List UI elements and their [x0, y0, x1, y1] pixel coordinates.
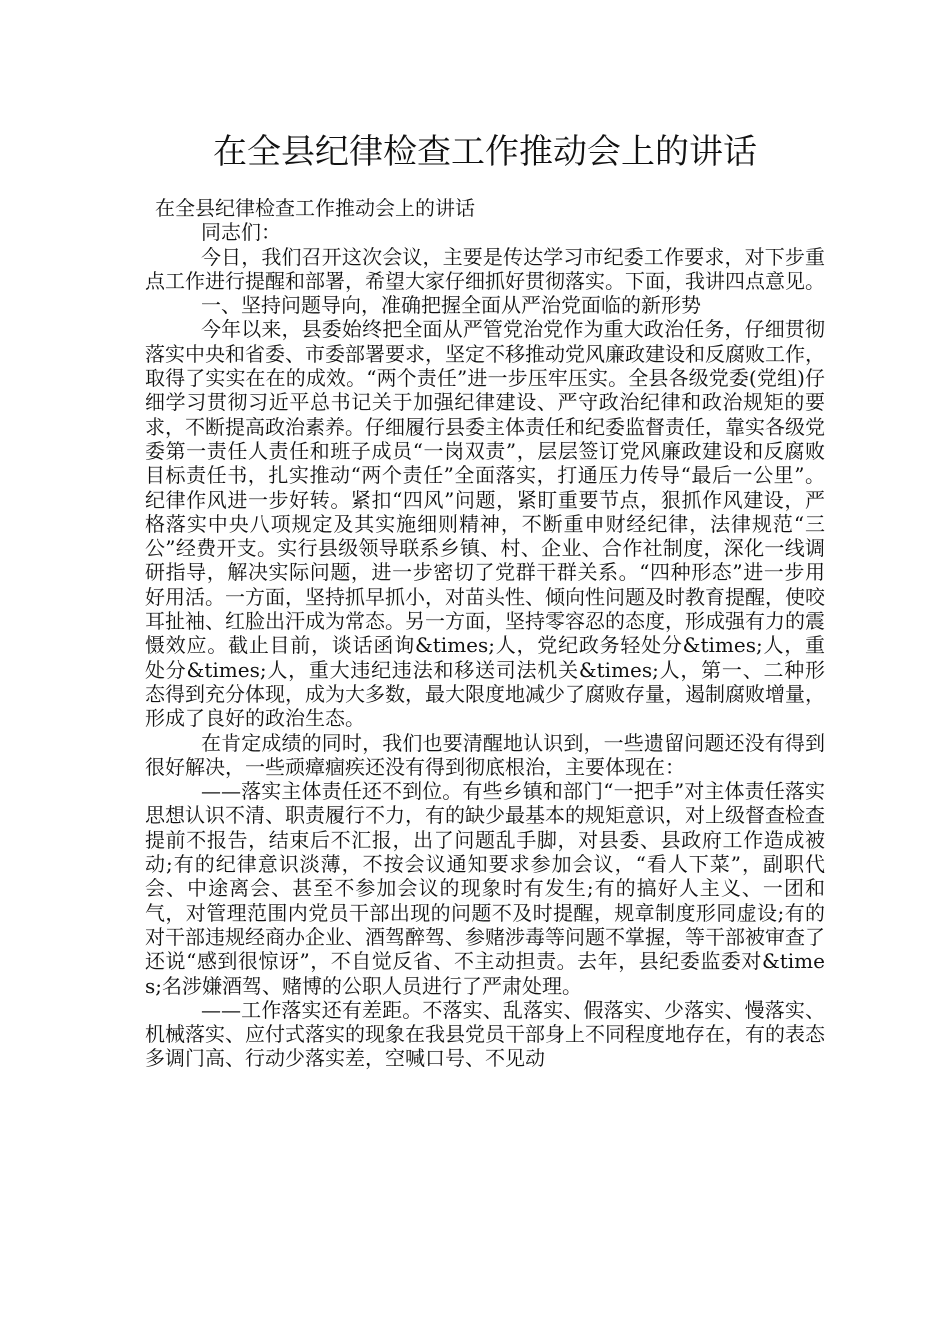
document-title: 在全县纪律检查工作推动会上的讲话: [213, 132, 757, 172]
document-body: [145, 196, 825, 1071]
paragraph-problem-responsibility: ——落实主体责任还不到位。有些乡镇和部门“一把手”对主体责任落实思想认识不清、职责履行不力，有的缺少最基本的规矩意识，对上级督查检查提前不报告，结束后不汇报，出了问题乱手脚，对县委、县政府工作造成被动;有的纪律意识淡薄，不按会议通知要求参加会议，“看人下菜”，副职代会、中途离会、甚至不参加会议的现象时有发生;有的搞好人主义、一团和气，对管理范围内党员干部出现的问题不及时提醒，规章制度形同虚设;有的对干部违规经商办企业、酒驾醉驾、参赌涉毒等问题不掌握，等干部被审查了还说“感到很惊讶”，不自觉反省、不主动担责。去年，县纪委监委对&times;名涉嫌酒驾、赌博的公职人员进行了严肃处理。: [145, 779, 825, 998]
salutation: 同志们：: [201, 220, 281, 245]
paragraph-achievements: 今年以来，县委始终把全面从严管党治党作为重大政治任务，仔细贯彻落实中央和省委、市委部署要求，坚定不移推动党风廉政建设和反腐败工作，取得了实实在在的成效。“两个责任”进一步压牢压实。全县各级党委(党组)仔细学习贯彻习近平总书记关于加强纪律建设、严守政治纪律和政治规矩的要求，不断提高政治素养。仔细履行县委主体责任和纪委监督责任，靠实各级党委第一责任人责任和班子成员“一岗双责”，层层签订党风廉政建设和反腐败目标责任书，扎实推动“两个责任”全面落实，打通压力传导“最后一公里”。纪律作风进一步好转。紧扣“四风”问题，紧盯重要节点，狠抓作风建设，严格落实中央八项规定及其实施细则精神，不断重申财经纪律，法律规范“三公”经费开支。实行县级领导联系乡镇、村、企业、合作社制度，深化一线调研指导，解决实际问题，进一步密切了党群干群关系。“四种形态”进一步用好用活。一方面，坚持抓早抓小，对苗头性、倾向性问题及时教育提醒，使咬耳扯袖、红脸出汗成为常态。另一方面，坚持零容忍的态度，形成强有力的震慑效应。截止目前，谈话函询&times;人，党纪政务轻处分&times;人，重处分&times;人，重大违纪违法和移送司法机关&times;人，第一、二种形态得到充分体现，成为大多数，最大限度地减少了腐败存量，遏制腐败增量，形成了良好的政治生态。: [145, 317, 825, 731]
section-heading-1: 一、坚持问题导向，准确把握全面从严治党面临的新形势: [201, 293, 701, 318]
paragraph-intro: 今日，我们召开这次会议，主要是传达学习市纪委工作要求，对下步重点工作进行提醒和部署，希望大家仔细抓好贯彻落实。下面，我讲四点意见。: [145, 244, 825, 293]
paragraph-problems-intro: 在肯定成绩的同时，我们也要清醒地认识到，一些遗留问题还没有得到很好解决，一些顽瘴痼疾还没有得到彻底根治，主要体现在：: [145, 730, 825, 779]
document-page: [145, 0, 825, 1344]
paragraph-problem-implementation: ——工作落实还有差距。不落实、乱落实、假落实、少落实、慢落实、机械落实、应付式落实的现象在我县党员干部身上不同程度地存在，有的表态多调门高、行动少落实差，空喊口号、不见动: [145, 997, 825, 1071]
document-subtitle: 在全县纪律检查工作推动会上的讲话: [155, 196, 475, 220]
